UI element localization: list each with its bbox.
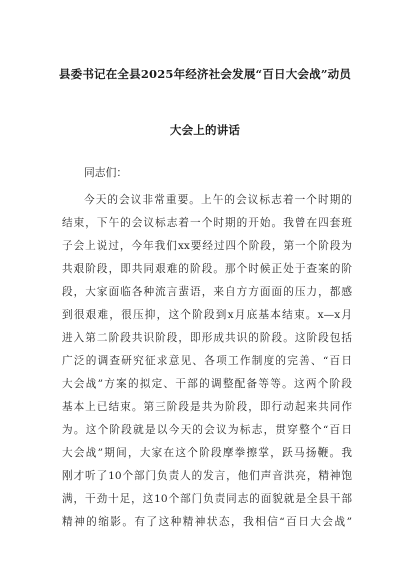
paragraph-line: 子会上说过，今年我们xx要经过四个阶段，第一个阶段为 bbox=[62, 240, 352, 252]
paragraph-line: 大会战”期间，大家在这个阶段摩拳擦掌，跃马扬鞭。我 bbox=[62, 447, 352, 459]
paragraph-line: 今天的会议非常重要。上午的会议标志着一个时期的 bbox=[84, 194, 352, 206]
salutation: 同志们： bbox=[84, 166, 128, 179]
paragraph-line: 基本上已结束。第三阶段是共为阶段，即行动起来共同作 bbox=[62, 401, 352, 413]
paragraph-line: 段，大家面临各种流言蜚语，来自方方面面的压力，都感 bbox=[62, 286, 352, 298]
paragraph-line: 结束，下午的会议标志着一个时期的开始。我曾在四套班 bbox=[62, 217, 352, 229]
paragraph-line: 精神的缩影。有了这种精神状态，我相信“百日大会战” bbox=[62, 516, 352, 528]
paragraph-line: 进入第二阶段共识阶段，即形成共识的阶段。这阶段包括 bbox=[62, 332, 352, 344]
paragraph-line: 共艰阶段，即共同艰难的阶段。那个时候正处于查案的阶 bbox=[62, 263, 352, 275]
paragraph-line: 到很艰难，很压抑，这个阶段到x月底基本结束。x—x月 bbox=[62, 309, 352, 321]
paragraph-line: 为。这个阶段就是以今天的会议为标志，贯穿整个“百日 bbox=[62, 424, 352, 436]
document-title-line-1: 县委书记在全县2025年经济社会发展“百日大会战”动员 bbox=[58, 67, 352, 81]
paragraph-line: 大会战”方案的拟定、干部的调整配备等等。这两个阶段 bbox=[62, 378, 352, 390]
paragraph-line: 满，干劲十足，这10个部门负责同志的面貌就是全县干部 bbox=[62, 493, 352, 505]
paragraph-line: 刚才听了10个部门负责人的发言，他们声音洪亮，精神饱 bbox=[62, 470, 352, 482]
paragraph-line: 广泛的调查研究征求意见、各项工作制度的完善、“百日 bbox=[62, 355, 352, 367]
document-title-line-2: 大会上的讲话 bbox=[169, 123, 241, 137]
